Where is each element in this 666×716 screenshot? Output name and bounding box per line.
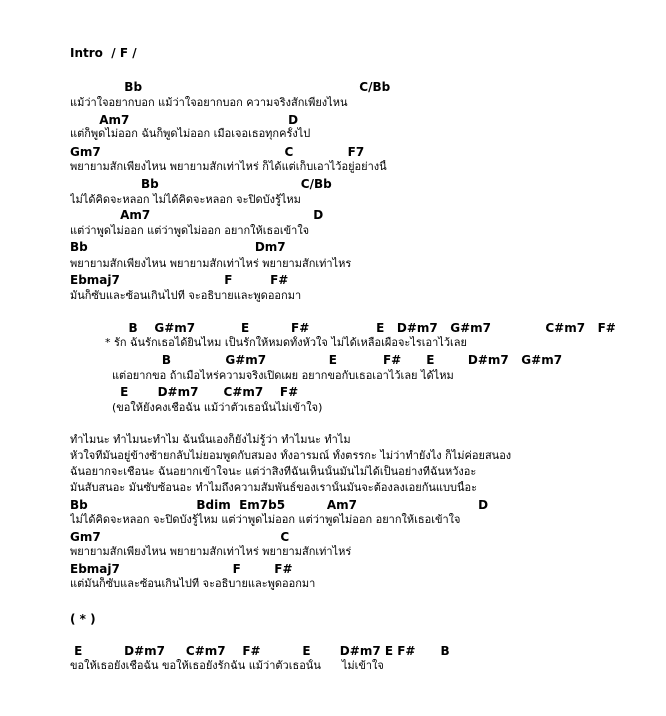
lyric-line: ขอให้เธอยังเชื่อฉัน ขอให้เธอยังรักฉัน แม้ว่าตัวเธอนั้น ไม่เข้าใจ bbox=[70, 659, 384, 672]
repeat-marker: ( * ) bbox=[70, 612, 96, 626]
lyric-line: พยายามสักเพียงไหน พยายามสักเท่าไหร่ ก็ได้แต่เก็บเอาไว้อยู่อย่างนี้ bbox=[70, 160, 387, 173]
lyric-line: (ขอให้ยังคงเชื่อฉัน แม้ว่าตัวเธอนั้นไม่เข้าใจ) bbox=[70, 401, 323, 414]
chord-line: Am7 D bbox=[70, 113, 299, 127]
lyric-line: แม้ว่าใจอยากบอก แม้ว่าใจอยากบอก ความจริงสักเพียงไหน bbox=[70, 96, 348, 109]
lyric-line: แต่ก็พูดไม่ออก ฉันก็พูดไม่ออก เมื่อเจอเธอทุกครั้งไป bbox=[70, 127, 311, 140]
intro-line: Intro / F / bbox=[70, 46, 137, 60]
chord-line: Ebmaj7 F F# bbox=[70, 562, 293, 576]
lyric-line: มันก็ซับและซ้อนเกินไปที่ จะอธิบายและพูดออกมา bbox=[70, 289, 302, 302]
chord-line: B G#m7 E F# E D#m7 G#m7 C#m7 F# bbox=[70, 321, 616, 335]
lyric-line: พยายามสักเพียงไหน พยายามสักเท่าไหร่ พยายามสักเท่าไหร่ bbox=[70, 545, 352, 558]
lyric-line: ไม่ได้คิดจะหลอก จะปิดบังรู้ไหม แต่ว่าพูดไม่ออก แต่ว่าพูดไม่ออก อยากให้เธอเข้าใจ bbox=[70, 513, 461, 526]
chord-line: Gm7 C bbox=[70, 530, 290, 544]
lyric-line: ทำไมนะ ทำไมนะทำไม ฉันนั้นเองก็ยังไม่รู้ว่า ทำไมนะ ทำไม bbox=[70, 433, 351, 446]
lyric-line: ฉันอยากจะเชื่อนะ ฉันอยากเข้าใจนะ แต่ว่าสิ่งที่ฉันเห็นนั้นมันไม่ได้เป็นอย่างที่ฉันหวังอะ bbox=[70, 465, 477, 478]
lyric-line: ไม่ได้คิดจะหลอก ไม่ได้คิดจะหลอก จะปิดบังรู้ไหม bbox=[70, 193, 301, 206]
chord-line: Bb Bdim Em7b5 Am7 D bbox=[70, 498, 489, 512]
lyric-line: แต่อยากขอ ถ้าเมื่อไหร่ความจริงเปิดเผย อยากขอกับเธอเอาไว้เลย ได้ไหม bbox=[70, 369, 454, 382]
chord-line: Gm7 C F7 bbox=[70, 145, 365, 159]
chord-line: Bb C/Bb bbox=[70, 177, 332, 191]
chord-line: E D#m7 C#m7 F# bbox=[70, 385, 299, 399]
chord-line: Ebmaj7 F F# bbox=[70, 273, 289, 287]
lyric-line: มันสับสนอะ มันซับซ้อนอะ ทำไมถึงความสัมพันธ์ของเรานั้นมันจะต้องลงเอยกันแบบนี้อะ bbox=[70, 481, 478, 494]
lyric-line: แต่ว่าพูดไม่ออก แต่ว่าพูดไม่ออก อยากให้เธอเข้าใจ bbox=[70, 224, 310, 237]
lyric-line: หัวใจที่มันอยู่ข้างซ้ายกลับไม่ยอมพูดกับสมอง ทั้งอารมณ์ ทั้งตรรกะ ไม่ว่าทำยังไง ก็ไม่ค่อยสนอง bbox=[70, 449, 512, 462]
lyric-line: พยายามสักเพียงไหน พยายามสักเท่าไหร่ พยายามสักเท่าไหร bbox=[70, 257, 352, 270]
lyric-line: * รัก ฉันรักเธอได้ยินไหม เป็นรักให้หมดทั้งหัวใจ ไม่ได้เหลือเผื่อจะไรเอาไว้เลย bbox=[70, 336, 467, 349]
chord-line: B G#m7 E F# E D#m7 G#m7 bbox=[70, 353, 563, 367]
chord-line: Bb C/Bb bbox=[70, 80, 391, 94]
chord-line: Am7 D bbox=[70, 208, 324, 222]
chord-line: Bb Dm7 bbox=[70, 240, 286, 254]
lyric-line: แต่มันก็ซับและซ้อนเกินไปที่ จะอธิบายและพูดออกมา bbox=[70, 577, 316, 590]
chord-line: E D#m7 C#m7 F# E D#m7 E F# B bbox=[70, 644, 450, 658]
